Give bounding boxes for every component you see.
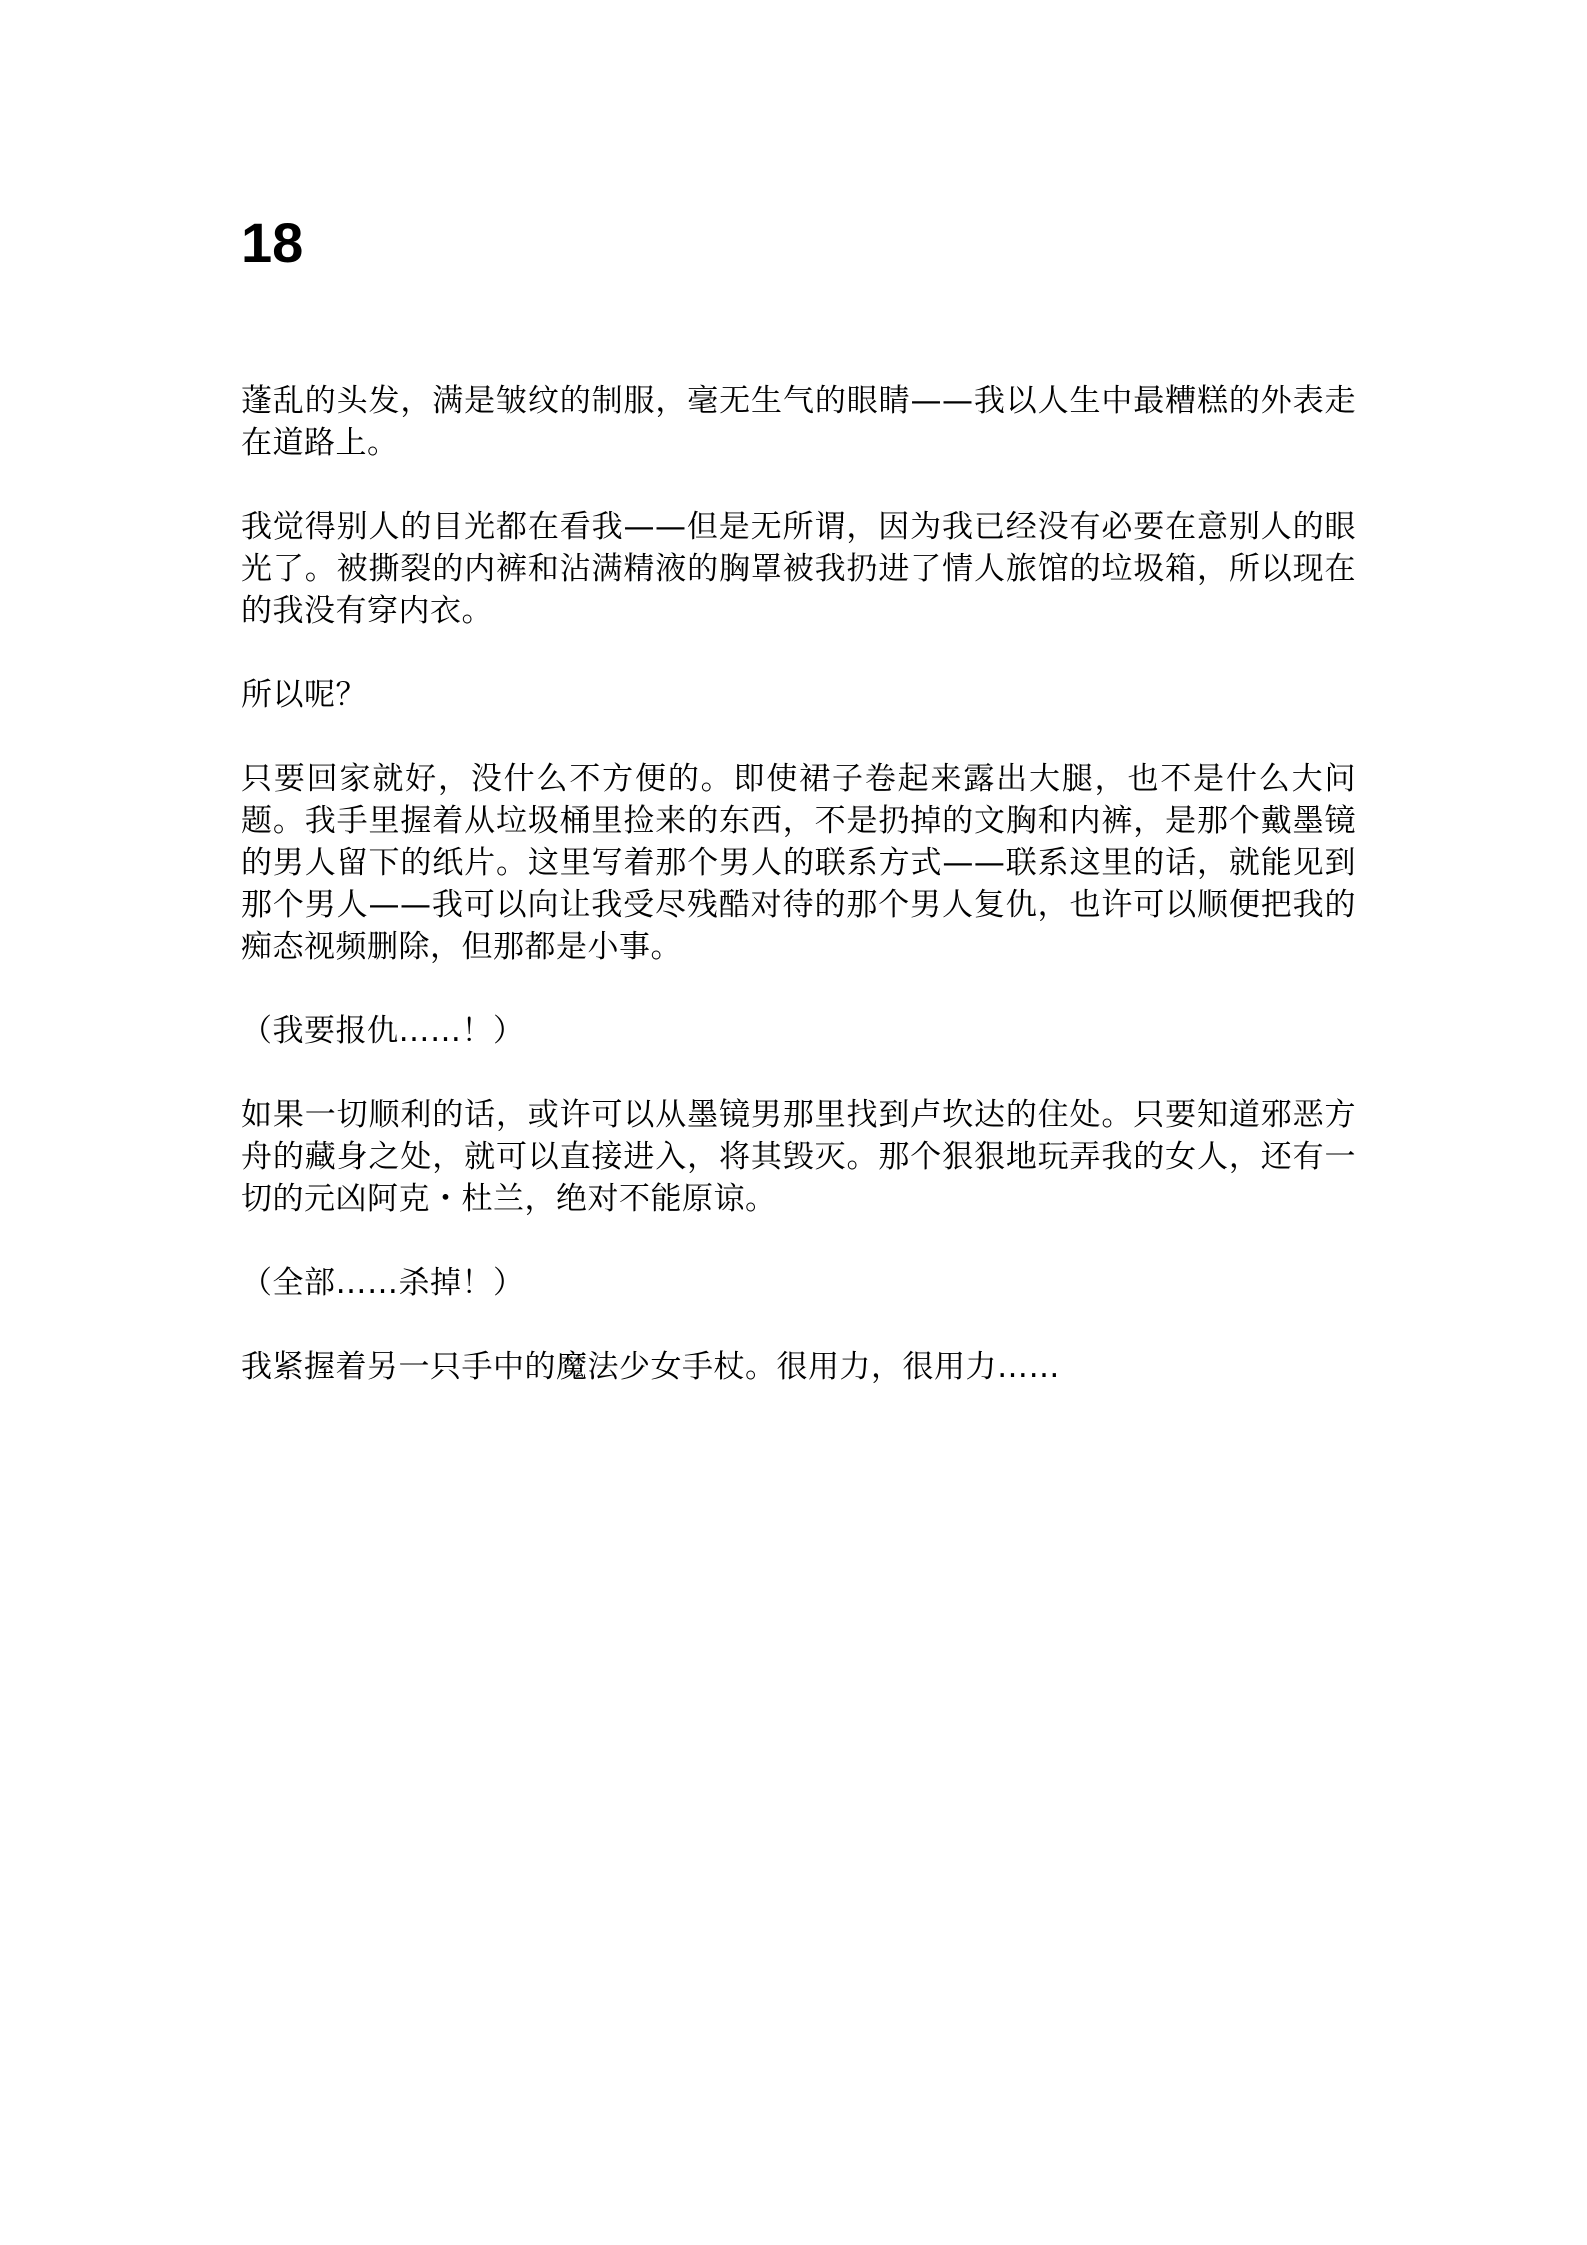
paragraph: 我紧握着另一只手中的魔法少女手杖。很用力，很用力……: [241, 1349, 1060, 1385]
chapter-body: [241, 380, 1356, 1430]
paragraph: （全部……杀掉！）: [241, 1265, 525, 1301]
chapter-number: 18: [241, 211, 304, 274]
paragraph: 如果一切顺利的话，或许可以从墨镜男那里找到卢坎达的住处。只要知道邪恶方舟的藏身之处，就可以直接进入，将其毁灭。那个狠狠地玩弄我的女人，还有一切的元凶阿克・杜兰，绝对不能原谅。: [241, 1097, 1356, 1217]
paragraph: 所以呢？: [241, 677, 367, 713]
paragraph: 我觉得别人的目光都在看我——但是无所谓，因为我已经没有必要在意别人的眼光了。被撕裂的内裤和沾满精液的胸罩被我扔进了情人旅馆的垃圾箱，所以现在的我没有穿内衣。: [241, 509, 1356, 629]
paragraph: 只要回家就好，没什么不方便的。即使裙子卷起来露出大腿，也不是什么大问题。我手里握着从垃圾桶里捡来的东西，不是扔掉的文胸和内裤，是那个戴墨镜的男人留下的纸片。这里写着那个男人的联系方式——联系这里的话，就能见到那个男人——我可以向让我受尽残酷对待的那个男人复仇，也许可以顺便把我的痴态视频删除，但那都是小事。: [241, 761, 1356, 965]
paragraph: 蓬乱的头发，满是皱纹的制服，毫无生气的眼睛——我以人生中最糟糕的外表走在道路上。: [241, 383, 1356, 461]
paragraph: （我要报仇……！）: [241, 1013, 525, 1049]
